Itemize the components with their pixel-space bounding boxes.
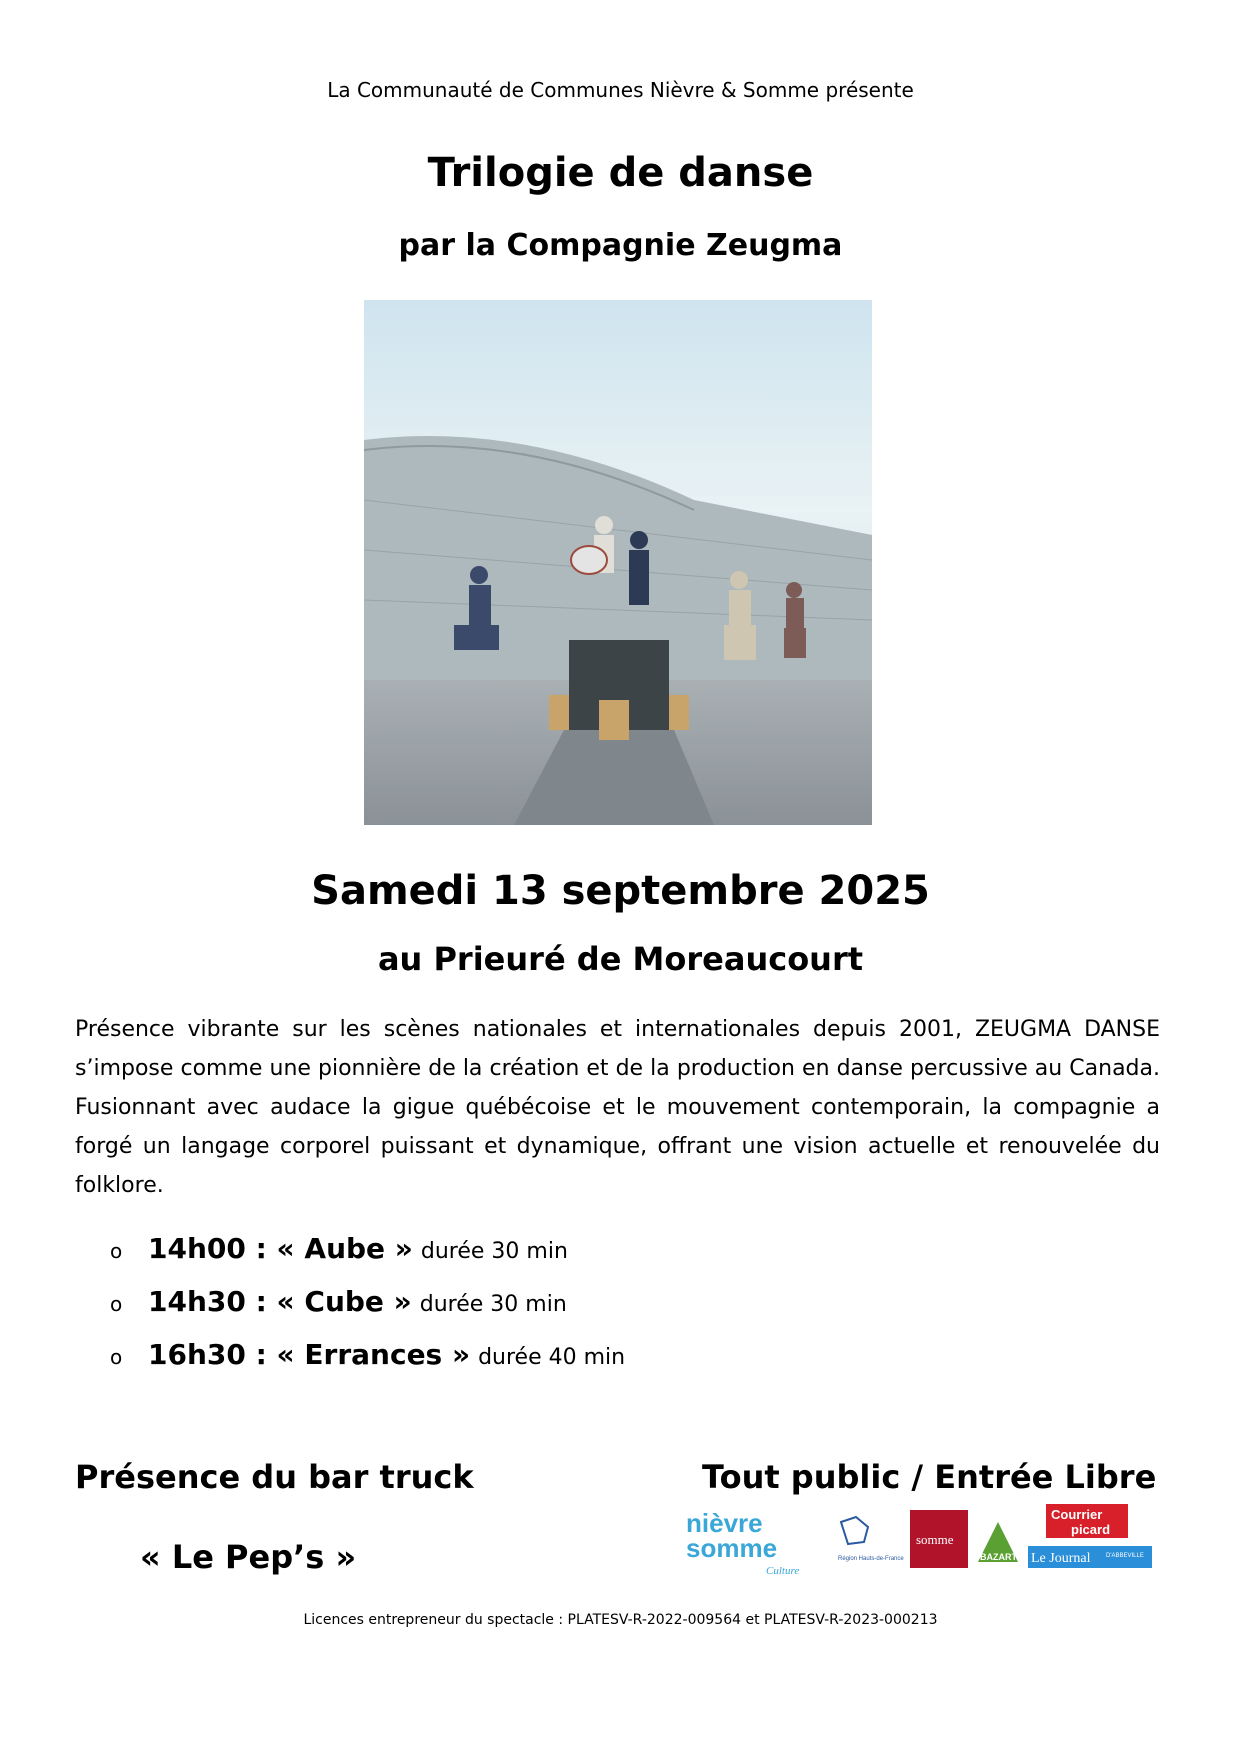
nievre-somme-tag: Culture	[766, 1565, 800, 1577]
circle-bullet-icon: o	[110, 1239, 123, 1263]
picard-label: picard	[1071, 1522, 1111, 1537]
event-date: Samedi 13 septembre 2025	[311, 868, 930, 914]
schedule-item	[110, 1338, 625, 1391]
page-subtitle: par la Compagnie Zeugma	[398, 228, 843, 263]
license-footer: Licences entrepreneur du spectacle : PLATESV-R-2022-009564 et PLATESV-R-2023-000213	[303, 1612, 938, 1628]
event-venue: au Prieuré de Moreaucourt	[377, 940, 864, 978]
nievre-somme-top: nièvre	[686, 1508, 763, 1538]
nievre-somme-bottom: somme	[686, 1533, 778, 1563]
bar-truck-line: Présence du bar truck	[75, 1458, 474, 1496]
schedule-time-title: 16h30 : « Errances »	[148, 1338, 471, 1371]
bazart-logo	[978, 1522, 1018, 1562]
journal-tag: D'ABBEVILLE	[1106, 1553, 1144, 1559]
region-label: Région Hauts-de-France	[838, 1556, 904, 1562]
audience-info: Tout public / Entrée Libre	[702, 1458, 1157, 1496]
somme-department-logo	[910, 1510, 968, 1568]
schedule-item	[110, 1232, 625, 1285]
page-title: Trilogie de danse	[427, 150, 814, 196]
bar-truck-name: « Le Pep’s »	[140, 1538, 357, 1576]
nievre-somme-logo	[686, 1508, 799, 1577]
courrier-picard-logo	[1028, 1504, 1152, 1568]
presenter-line: La Communauté de Communes Nièvre & Somme présente	[327, 78, 914, 102]
schedule-duration: durée 30 min	[420, 1239, 568, 1264]
somme-label: somme	[916, 1532, 954, 1547]
schedule-time-title: 14h30 : « Cube »	[148, 1285, 412, 1318]
dance-photo	[364, 300, 872, 825]
bazart-label: BAZART	[980, 1552, 1017, 1562]
schedule-time-title: 14h00 : « Aube »	[148, 1232, 413, 1265]
circle-bullet-icon: o	[110, 1345, 123, 1369]
schedule-list	[110, 1232, 625, 1391]
partner-logos	[676, 1502, 1156, 1582]
schedule-duration: durée 30 min	[419, 1292, 567, 1317]
circle-bullet-icon: o	[110, 1292, 123, 1316]
schedule-duration: durée 40 min	[478, 1345, 626, 1370]
region-logo	[838, 1517, 904, 1562]
courrier-label: Courrier	[1051, 1507, 1103, 1522]
journal-label: Le Journal	[1031, 1551, 1091, 1566]
company-description: Présence vibrante sur les scènes nationales et internationales depuis 2001, ZEUGMA DANSE s’impose comme une pionnière de la création et de la production en danse percussive au Canada. Fusionnant avec audace la gigue québécoise et le mouvement contemporain, la compagnie a forgé un langage corporel puissant et dynamique, offrant une vision actuelle et renouvelée du folklore.	[75, 1017, 1160, 1198]
schedule-item	[110, 1285, 625, 1338]
